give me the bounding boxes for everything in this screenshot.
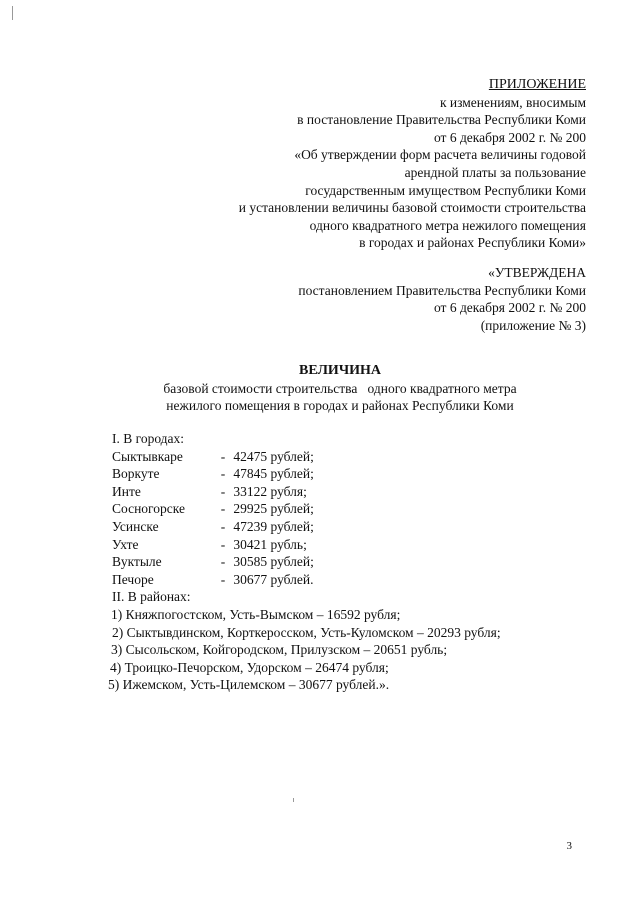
appendix-line: государственным имуществом Республики Коми bbox=[305, 182, 586, 198]
city-row bbox=[112, 518, 501, 536]
approved-line: (приложение № 3) bbox=[480, 317, 586, 333]
district-row: 3) Сысольском, Койгородском, Прилузском – 20651 рубль; bbox=[111, 642, 448, 658]
cities-heading: I. В городах: bbox=[112, 431, 185, 446]
approved-line: «УТВЕРЖДЕНА bbox=[488, 265, 586, 280]
city-row bbox=[112, 536, 501, 554]
city-name: Сыктывкаре bbox=[112, 448, 183, 464]
city-name: Усинске bbox=[112, 518, 159, 534]
appendix-heading: ПРИЛОЖЕНИЕ bbox=[488, 77, 586, 92]
city-name: Печоре bbox=[112, 571, 154, 587]
appendix-line: от 6 декабря 2002 г. № 200 bbox=[433, 129, 586, 145]
appendix-line: одного квадратного метра нежилого помещения bbox=[309, 217, 586, 233]
cost-list bbox=[108, 430, 501, 694]
page-number: 3 bbox=[566, 840, 572, 852]
appendix-line: в городах и районах Республики Коми» bbox=[359, 235, 586, 251]
district-row: 2) Сыктывдинском, Корткеросском, Усть-Куломском – 20293 рубля; bbox=[112, 624, 501, 640]
city-row bbox=[112, 553, 501, 571]
district-row: 1) Княжпогостском, Усть-Вымском – 16592 рубля; bbox=[111, 606, 401, 622]
separator: - bbox=[220, 536, 226, 552]
approved-line: постановлением Правительства Республики Коми bbox=[298, 282, 586, 298]
city-value: 47239 рублей; bbox=[233, 518, 314, 534]
city-name: Инте bbox=[112, 483, 141, 499]
separator: - bbox=[220, 554, 226, 570]
districts-heading: II. В районах: bbox=[112, 589, 191, 605]
separator: - bbox=[220, 483, 226, 499]
title-line: нежилого помещения в городах и районах Республики Коми bbox=[166, 398, 514, 414]
city-row bbox=[112, 465, 501, 483]
city-row bbox=[112, 483, 501, 501]
document-title bbox=[120, 362, 560, 415]
separator: - bbox=[220, 571, 226, 587]
scan-mark bbox=[293, 798, 294, 802]
separator: - bbox=[220, 448, 226, 464]
district-row: 4) Троицко-Печорском, Удорском – 26474 рубля; bbox=[110, 659, 389, 675]
scan-mark bbox=[12, 6, 13, 20]
city-value: 33122 рубля; bbox=[233, 483, 307, 499]
separator: - bbox=[220, 518, 226, 534]
appendix-line: к изменениям, вносимым bbox=[439, 94, 586, 110]
city-name: Вуктыле bbox=[112, 554, 162, 570]
city-name: Ухте bbox=[112, 536, 139, 552]
city-row bbox=[112, 571, 501, 589]
city-value: 30677 рублей. bbox=[233, 571, 314, 587]
appendix-block bbox=[239, 76, 586, 252]
separator: - bbox=[220, 501, 226, 517]
appendix-line: арендной платы за пользование bbox=[404, 164, 586, 180]
city-value: 30421 рубль; bbox=[233, 536, 307, 552]
title-line: базовой стоимости строительства одного квадратного метра bbox=[163, 380, 517, 396]
approved-block bbox=[298, 264, 586, 334]
separator: - bbox=[220, 466, 226, 482]
city-row bbox=[112, 448, 501, 466]
city-value: 42475 рублей; bbox=[233, 448, 314, 464]
title-main: ВЕЛИЧИНА bbox=[299, 363, 381, 378]
city-row bbox=[112, 500, 501, 518]
district-row: 5) Ижемском, Усть-Цилемском – 30677 рублей.». bbox=[108, 677, 390, 693]
appendix-line: и установлении величины базовой стоимости строительства bbox=[238, 200, 586, 216]
appendix-line: в постановление Правительства Республики Коми bbox=[297, 112, 586, 128]
city-name: Воркуте bbox=[112, 466, 160, 482]
appendix-line: «Об утверждении форм расчета величины годовой bbox=[294, 147, 586, 163]
approved-line: от 6 декабря 2002 г. № 200 bbox=[433, 300, 586, 316]
city-name: Сосногорске bbox=[112, 501, 185, 517]
city-value: 47845 рублей; bbox=[233, 466, 314, 482]
city-value: 30585 рублей; bbox=[233, 554, 314, 570]
city-value: 29925 рублей; bbox=[233, 501, 314, 517]
